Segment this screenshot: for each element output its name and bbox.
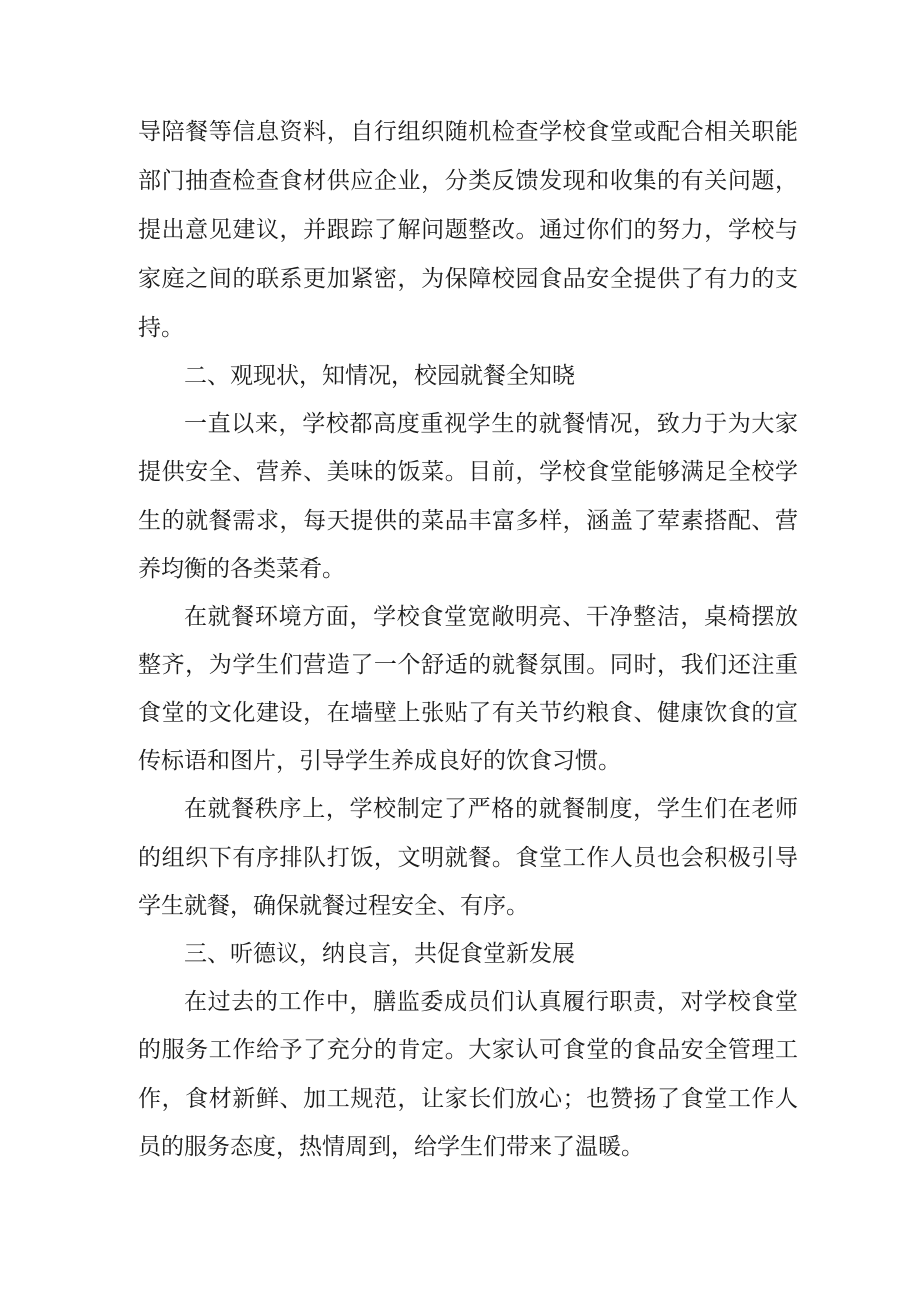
text-line: 员的服务态度，热情周到，给学生们带来了温暖。	[138, 1134, 644, 1160]
text-line: 提出意见建议，并跟踪了解问题整改。通过你们的努力，学校与	[138, 217, 798, 243]
text-line: 生的就餐需求，每天提供的菜品丰富多样，涵盖了荤素搭配、营	[138, 508, 798, 534]
text-line: 学生就餐，确保就餐过程安全、有序。	[138, 893, 529, 919]
text-line: 导陪餐等信息资料，自行组织随机检查学校食堂或配合相关职能	[138, 119, 798, 145]
section-heading: 二、观现状，知情况，校园就餐全知晓	[184, 363, 575, 389]
text-line: 提供安全、营养、美味的饭菜。目前，学校食堂能够满足全校学	[138, 459, 798, 485]
text-line: 持。	[138, 315, 184, 341]
text-line: 在就餐秩序上，学校制定了严格的就餐制度，学生们在老师	[184, 796, 798, 822]
text-line: 传标语和图片，引导学生养成良好的饮食习惯。	[138, 748, 621, 774]
text-line: 家庭之间的联系更加紧密，为保障校园食品安全提供了有力的支	[138, 266, 798, 292]
text-line: 在就餐环境方面，学校食堂宽敞明亮、干净整洁，桌椅摆放	[184, 604, 798, 630]
text-line: 作，食材新鲜、加工规范，让家长们放心；也赞扬了食堂工作人	[138, 1086, 798, 1112]
text-line: 部门抽查检查食材供应企业，分类反馈发现和收集的有关问题，	[138, 168, 798, 194]
text-line: 整齐，为学生们营造了一个舒适的就餐氛围。同时，我们还注重	[138, 652, 798, 678]
text-line: 在过去的工作中，膳监委成员们认真履行职责，对学校食堂	[184, 989, 798, 1015]
text-line: 食堂的文化建设，在墙壁上张贴了有关节约粮食、健康饮食的宣	[138, 700, 798, 726]
section-heading: 三、听德议，纳良言，共促食堂新发展	[184, 941, 575, 967]
text-line: 一直以来，学校都高度重视学生的就餐情况，致力于为大家	[184, 411, 798, 437]
text-line: 的服务工作给予了充分的肯定。大家认可食堂的食品安全管理工	[138, 1037, 798, 1063]
text-line: 的组织下有序排队打饭，文明就餐。食堂工作人员也会积极引导	[138, 845, 798, 871]
text-line: 养均衡的各类菜肴。	[138, 556, 345, 582]
